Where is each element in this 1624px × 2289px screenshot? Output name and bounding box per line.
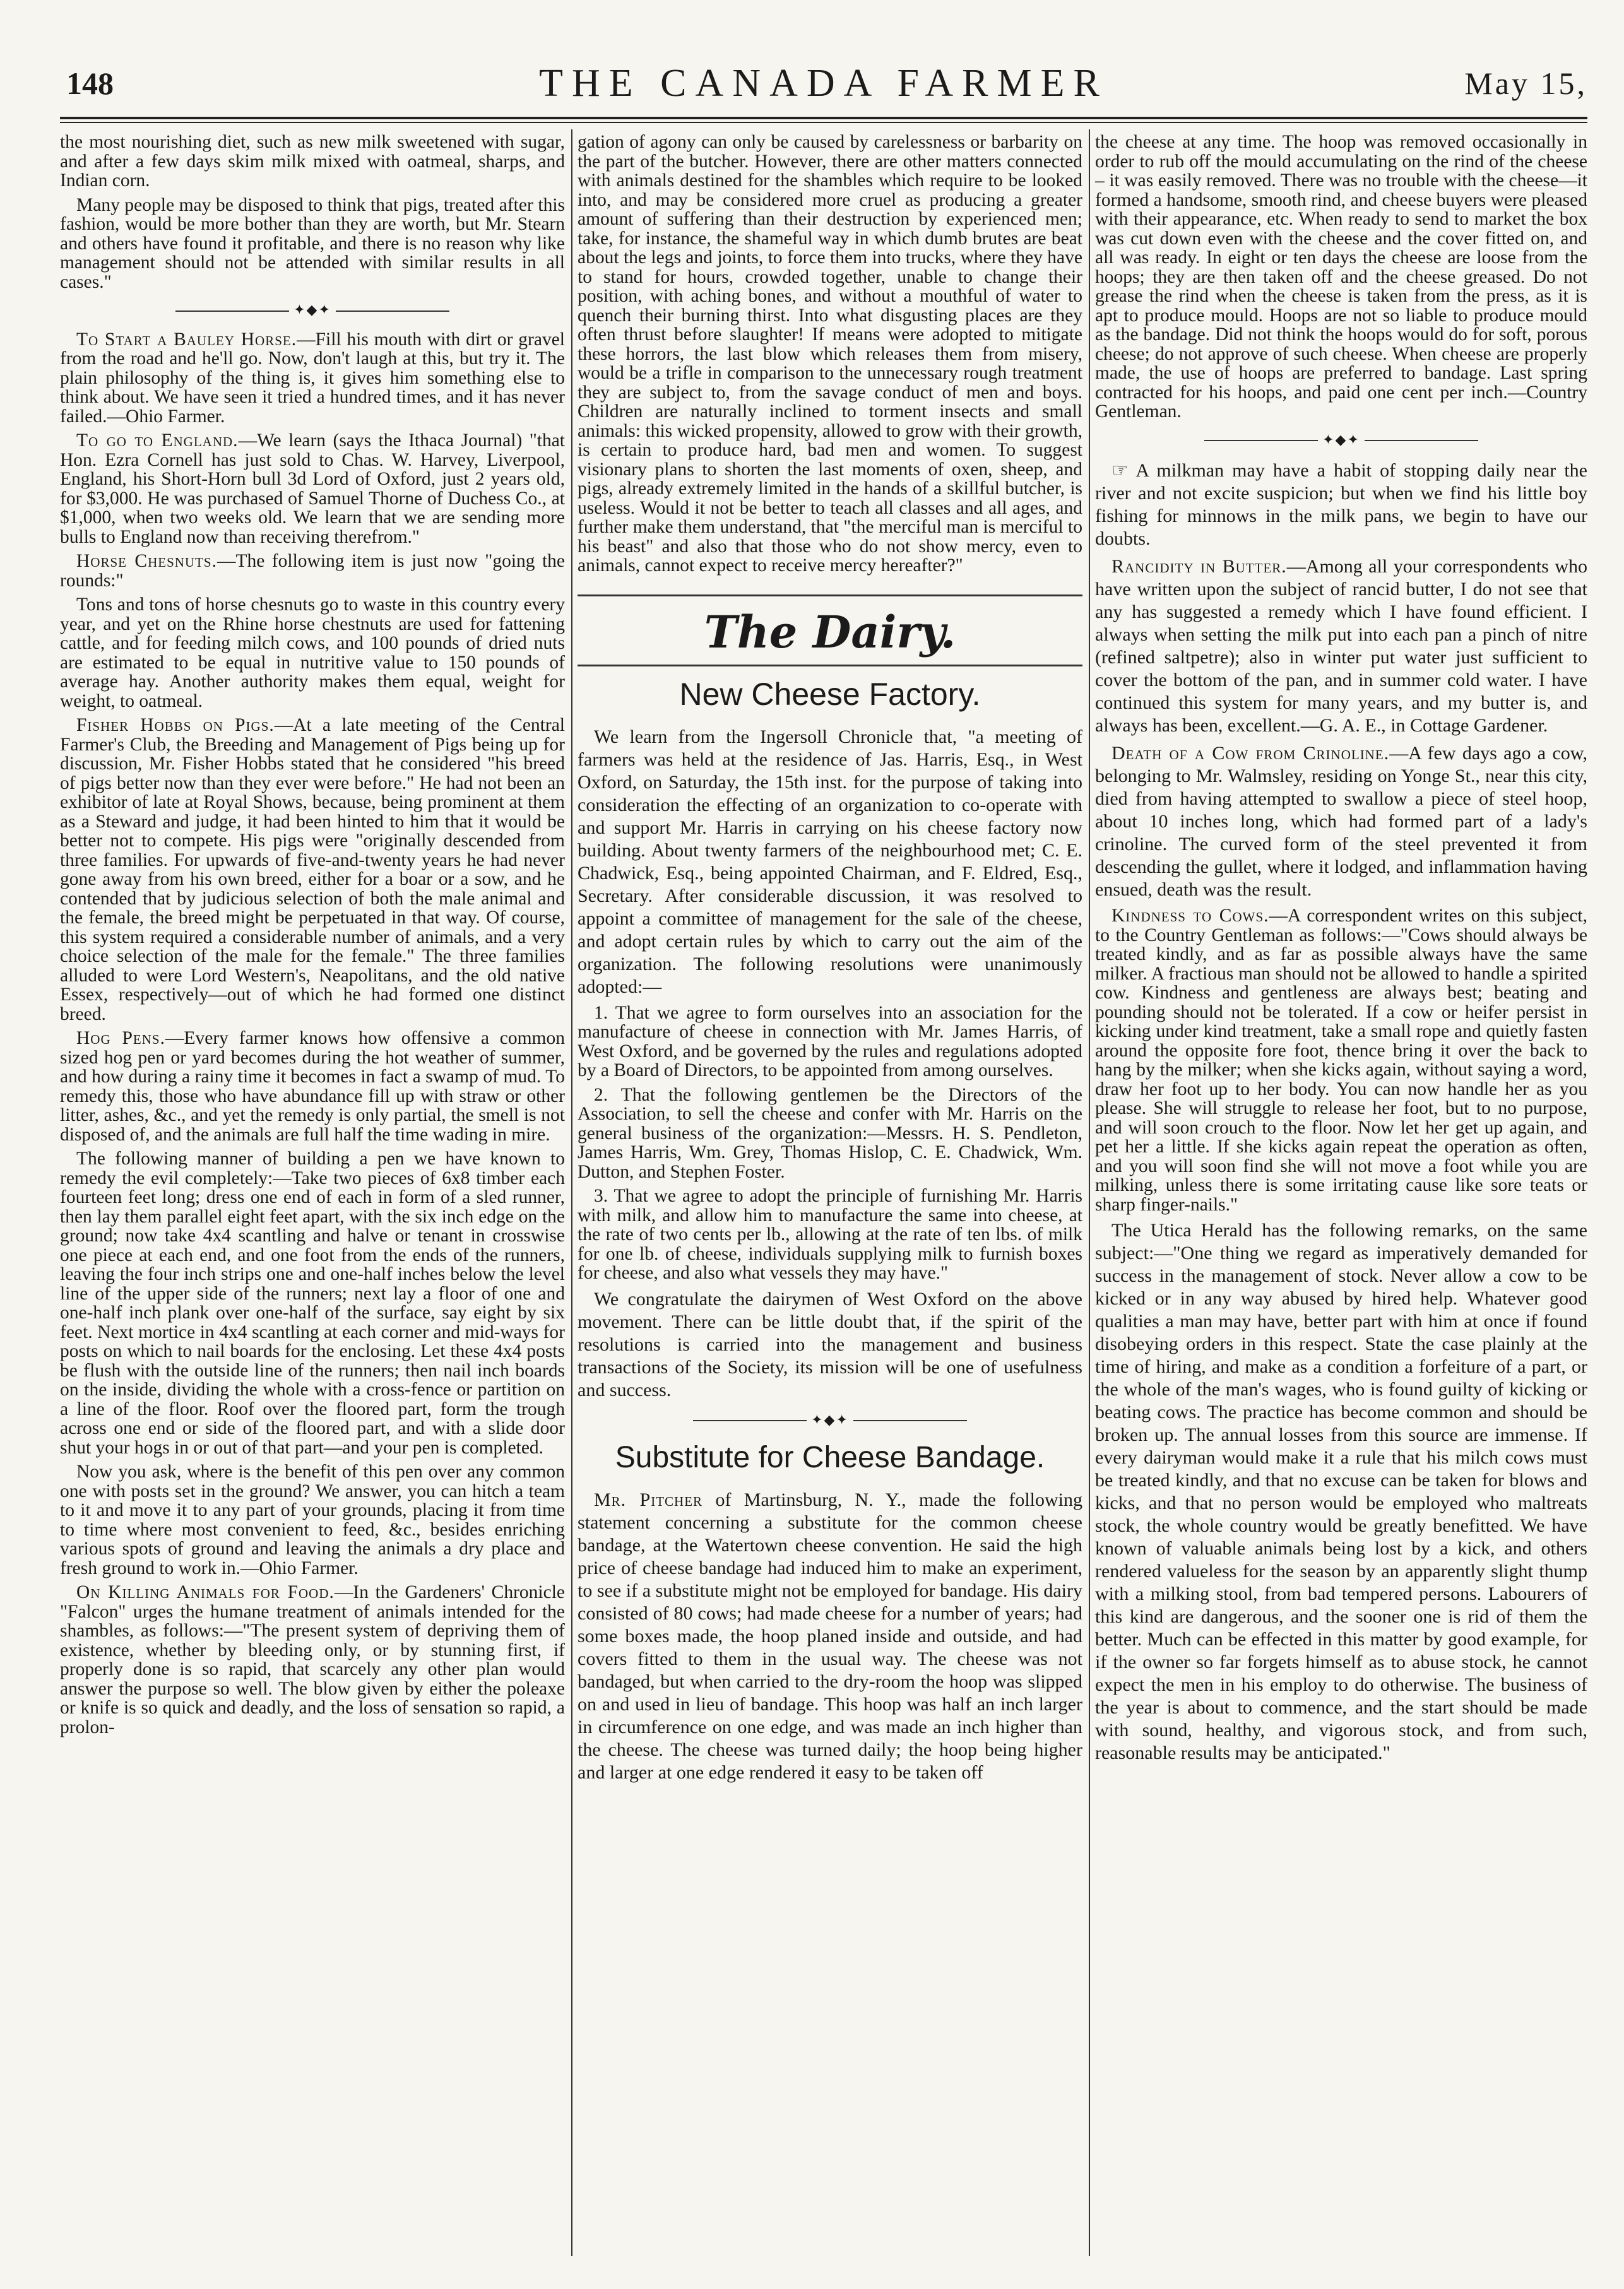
page-number: 148	[66, 66, 114, 101]
column-2	[578, 133, 1082, 2253]
paragraph: Many people may be disposed to think that pigs, treated after this fashion, would be more bother than they are worth, but Mr. Stearn and others have found it profitable, and there is no reason why like management should not be attended with similar results in all cases."	[60, 194, 565, 292]
ornament-divider: ✦◆✦	[60, 300, 565, 320]
article-hog-pens	[60, 1029, 565, 1144]
paragraph: We learn from the Ingersoll Chronicle that, "a meeting of farmers was held at the residence of Jas. Harris, Esq., in West Oxford, on Saturday, the 15th inst. for the purpose of taking into consideration the effecting of an organization to co-operate with and support Mr. Harris in carrying on his cheese factory now building. About twenty farmers of the neighbourhood met; C. E. Chadwick, Esq., being appointed Chairman, and F. Eldred, Esq., Secretary. After considerable discussion, it was resolved to appoint a committee of management for the sale of the cheese, and adopt certain rules by which to carry out the aim of the organization. The following resolutions were unanimously adopted:—	[578, 726, 1082, 997]
article-cheese-bandage	[578, 1489, 1082, 1784]
article-text: —We learn (says the Ithaca Journal) "that Hon. Ezra Cornell has just sold to Chas. W. Harvey, Liverpool, England, his Short-Horn bull 3d Lord of Oxford, just 2 years old, for $3,000. He was purchased of Samuel Thorne of Duchess Co., at $1,000, when two weeks old. We learn that we are sending more bulls to England now than receiving therefrom."	[60, 430, 565, 547]
article-lead: Mr. Pitcher	[594, 1489, 703, 1510]
article-heading: Horse Chesnuts.	[76, 551, 217, 571]
article-text: —Fill his mouth with dirt or gravel from the road and he'll go. Now, don't laugh at this, but try it. The plain philosophy of the thing is, it gives him something else to think about. We have seen it tried a hundred times, and it has never failed.—Ohio Farmer.	[60, 329, 565, 427]
article-heading: On Killing Animals for Food.	[76, 1582, 335, 1602]
article-milkman	[1095, 459, 1587, 550]
paragraph: the most nourishing diet, such as new milk sweetened with sugar, and after a few days skim milk mixed with oatmeal, sharps, and Indian corn.	[60, 133, 565, 191]
article-text: —Among all your correspondents who have written upon the subject of rancid butter, I do not see that any has suggested a remedy which I have found efficient. I always when setting the milk put into each pan a pinch of nitre (refined saltpetre); also in winter put water just sufficient to cover the bottom of the pan, and in summer cold water. I have continued this system for many years, and my butter is, and always has been, excellent.—G. A. E., in Cottage Gardener.	[1095, 556, 1587, 736]
article-rancidity	[1095, 555, 1587, 737]
article-heading: Death of a Cow from Crinoline.	[1111, 743, 1390, 764]
resolution-item: 3. That we agree to adopt the principle of furnishing Mr. Harris with milk, and allow him to manufacture the same into cheese, at the rate of two cents per lb., allowing at the rate of ten lbs. of milk for one lb. of cheese, individuals supplying milk to furnish boxes for cheese, and also what vessels they may have."	[578, 1186, 1082, 1283]
article-text: —In the Gardeners' Chronicle "Falcon" urges the humane treatment of animals intended for the shambles, as follows:—"The present system of depriving them of existence, whether by bleeding only, or by stunning first, if properly done is so rapid, that scarcely any other plan would answer the purpose so well. The blow given by either the poleaxe or knife is so quick and deadly, and the loss of sensation so rapid, a prolon-	[60, 1582, 565, 1737]
article-kindness-to-cows	[1095, 906, 1587, 1214]
resolution-item: 2. That the following gentlemen be the Directors of the Association, to sell the cheese and confer with Mr. Harris on the general business of the organization:—Messrs. H. S. Pendleton, James Harris, Wm. Grey, Thomas Hislop, C. E. Chadwick, Wm. Dutton, and Stephen Foster.	[578, 1084, 1082, 1182]
paragraph: We congratulate the dairymen of West Oxford on the above movement. There can be little doubt that, if the spirit of the resolutions is carried into the management and business transactions of the Society, its mission will be one of usefulness and success.	[578, 1288, 1082, 1400]
article-heading: Fisher Hobbs on Pigs.	[76, 715, 275, 735]
paragraph: gation of agony can only be caused by carelessness or barbarity on the part of the butcher. However, there are other matters connected with animals destined for the shambles which require to be looked into, and may be considered more cruel as producing a greater amount of suffering than their destruction by experienced men; take, for instance, the shameful way in which dumb brutes are beat about the legs and joints, to force them into trucks, where they have to stand for hours, crowded together, unable to change their position, with aching bones, and without a mouthful of water to quench their burning thirst. Into what disgusting places are they often thrust before slaughter! If means were adopted to mitigate these horrors, the last blow which releases them from misery, would be a trifle in comparison to the unnecessary rough treatment they are subject to, from the savage conduct of men and boys. Children are naturally inclined to torment insects and small animals: this wicked propensity, allowed to grow with their growth, is certain to produce hard, bad men and women. To suggest visionary plans to shorten the last moments of oxen, sheep, and pigs, already extremely limited in the hands of a skillful butcher, is useless. Would it not be better to teach all classes and all ages, and further make them understand, that "the merciful man is merciful to his beast" and also that those who do not show mercy, even to animals, cannot expect to receive mercy hereafter?"	[578, 133, 1082, 576]
resolution-item: 1. That we agree to form ourselves into an association for the manufacture of cheese in connection with Mr. James Harris, of West Oxford, and be governed by the rules and regulations adopted by a Board of Directors, to be appointed from among ourselves.	[578, 1002, 1082, 1080]
article-heading: Rancidity in Butter.	[1111, 556, 1287, 577]
article-heading: To Start a Bauley Horse.	[76, 329, 297, 350]
article-fisher-hobbs	[60, 716, 565, 1024]
column-divider	[1089, 129, 1090, 2256]
article-heading: To go to England.	[76, 430, 239, 451]
header-rule	[60, 117, 1587, 123]
paragraph: the cheese at any time. The hoop was removed occasionally in order to rub off the mould accumulating on the rind of the cheese – it was easily removed. There was no trouble with the cheese—it formed a handsome, smooth rind, and cheese buyers were pleased with their appearance, etc. When ready to send to market the box was cut down even with the cheese and the cover fitted on, and all was ready. In eight or ten days the cheese are loose from the hoops; they are then taken off and the cheese greased. Do not grease the rind when the cheese is taken from the press, as it is apt to produce mould. Hoops are not so liable to produce mould as the bandage. Did not think the hoops would do for soft, porous cheese; do not approve of such cheese. When cheese are properly made, the use of hoops are preferred to bandage. Last spring contracted for his hoops, and paid one cent per inch.—Country Gentleman.	[1095, 133, 1587, 422]
article-title: New Cheese Factory.	[679, 676, 981, 712]
paragraph: Tons and tons of horse chesnuts go to waste in this country every year, and yet on the Rhine horse chestnuts are used for fattening cattle, and for feeding milch cows, and 100 pounds of dried nuts are estimated to be equal in nutritive value to 150 pounds of average hay. Another authority makes them equal, weight for weight, to oatmeal.	[60, 594, 565, 711]
article-text: A milkman may have a habit of stopping daily near the river and not excite suspicion; but when we find his little boy fishing for minnows in the milk pans, we begin to have our doubts.	[1095, 460, 1587, 549]
article-text: —The following item is just now "going the rounds:"	[60, 551, 565, 591]
article-england	[60, 431, 565, 547]
article-text: —At a late meeting of the Central Farmer's Club, the Breeding and Management of Pigs being up for discussion, Mr. Fisher Hobbs stated that he considered "his breed of pigs better now than they ever were before." He had not been an exhibitor of late at Royal Shows, because, being prominent at them as a Steward and judge, it had been hinted to him that it would be better not to compete. His pigs were "originally descended from three families. For upwards of five-and-twenty years he had never gone away from his own breed, either for a boar or a sow, and he contended that by judicious selection of both the male animal and the female, the breed might be perpetuated in that way. Of course, this system required a considerable number of animals, and a very choice selection of the male for the female." The three families alluded to were Lord Western's, Neapolitans, and the old native Essex, respectively—out of which he had formed one distinct breed.	[60, 715, 565, 1024]
article-title: Substitute for Cheese Bandage.	[615, 1441, 1045, 1474]
column-1	[60, 133, 565, 2253]
issue-date: May 15,	[1464, 66, 1587, 101]
article-text: —A correspondent writes on this subject, to the Country Gentleman as follows:—"Cows should always be treated kindly, and as far as possible always have the same milker. A fractious man should not be allowed to handle a spirited cow. Kindness and gentleness are always best; beating and pounding should not be tolerated. If a cow or heifer persist in kicking under kind treatment, take a small rope and quietly fasten around the opposite fore foot, thence bring it over the back to hang by the milker; when she kicks again, without saying a word, draw her foot up to her body. You can now handle her as you please. She will struggle to release her foot, but to no purpose, and will soon crouch to the floor. Now let her get up again, and pet her a little. If she kicks again repeat the operation as often, and you will soon find she will not move a foot while you are milking, unless there is some irritating cause like sore teats or sharp finger-nails."	[1095, 906, 1587, 1215]
article-heading: Kindness to Cows.	[1111, 906, 1269, 926]
column-3	[1095, 133, 1587, 2253]
pointing-hand-icon: ☞	[1111, 460, 1129, 481]
article-text: of Martinsburg, N. Y., made the following statement concerning a substitute for the common cheese bandage, at the Watertown cheese convention. He said the high price of cheese bandage had induced him to make an experiment, to see if a substitute might not be employed for bandage. His dairy consisted of 80 cows; had made cheese for a number of years; had some boxes made, the hoop planed inside and outside, and had covers fitted to them in the usual way. The cheese was not bandaged, but when carried to the dry-room the hoop was slipped on and used in lieu of bandage. This hoop was half an inch larger in circumference on one edge, and was made an inch higher than the cheese. The cheese was turned daily; the hoop being higher and larger at one edge rendered it easy to be taken off	[578, 1489, 1082, 1783]
article-text: —A few days ago a cow, belonging to Mr. Walmsley, residing on Yonge St., near this city, died from having attempted to swallow a piece of steel hoop, about 10 inches long, which had formed part of a lady's crinoline. The curved form of the steel prevented it from descending the gullet, where it lodged, and inflammation having ensued, death was the result.	[1095, 743, 1587, 900]
masthead: THE CANADA FARMER	[539, 62, 1108, 105]
column-divider	[571, 129, 572, 2256]
article-crinoline	[1095, 742, 1587, 901]
ornament-divider: ✦◆✦	[578, 1411, 1082, 1430]
article-utica-herald: The Utica Herald has the following remarks, on the same subject:—"One thing we regard as imperatively demanded for success in the management of stock. Never allow a cow to be kicked or in any way abused by hired help. Whatever good qualities a man may have, better part with him at once if found disobeying orders in this respect. State the case plainly at the time of hiring, and make as a condition a forfeiture of a part, or the whole of the man's wages, who is found guilty of kicking or beating cows. The practice has become common and should be broken up. The annual losses from this source are immense. If every dairyman would make it a rule that his milch cows must be treated kindly, and that no excuse can be taken for blows and kicks, and that no person would be employed who maltreats stock, the whole country would be greatly benefitted. We have known of valuable animals being lost by a kick, and others rendered valueless for the season by an apparently slight thump with a milking stool, from bad tempered persons. Labourers of this kind are dangerous, and the sooner one is rid of them the better. Much can be effected in this matter by good example, for if the owner so far forgets himself as to abuse stock, he cannot expect the men in his employ to do otherwise. The business of the year is about to commence, and the start should be made with sound, healthy, and vigorous stock, and from such, reasonable results may be anticipated."	[1095, 1220, 1587, 1763]
article-killing-animals	[60, 1583, 565, 1737]
page-header	[60, 60, 1587, 110]
paragraph: Now you ask, where is the benefit of this pen over any common one with posts set in the ground? We answer, you can hitch a team to it and move it to any part of your grounds, placing it from time to time where most convenient to feed, &c., besides enriching various spots of ground and leaving the animals a dry place and fresh ground to work in.—Ohio Farmer.	[60, 1462, 565, 1578]
ornament-divider: ✦◆✦	[1095, 430, 1587, 450]
section-title: The Dairy.	[578, 594, 1082, 666]
article-text: —Every farmer knows how offensive a common sized hog pen or yard becomes during the hot weather of summer, and how during a rainy time it becomes in fact a swamp of mud. To remedy this, those who have abundance fill up with straw or other litter, ashes, &c., and yet the remedy is only partial, the smell is not disposed of, and the animals are full half the time wading in mire.	[60, 1028, 565, 1145]
paragraph: The following manner of building a pen we have known to remedy the evil completely:—Take two pieces of 6x8 timber each fourteen feet long; dress one end of each in form of a sled runner, then lay them parallel eight feet apart, with the six inch edge on the ground; now take 4x4 scantling and halve or tenant in crosswise one piece at each end, and one foot from the ends of the runners, leaving the four inch strips one and one-half inches below the level line of the upper side of the runners; next lay a floor of one and one-half inch plank over one-half of the surface, say eight by six feet. Next mortice in 4x4 scantling at each corner and mid-ways for posts on which to nail boards for the enclosing. Let these 4x4 posts be flush with the outside line of the runners; then nail inch boards on the inside, dividing the whole with a cross-fence or partition on a line of the floor. Roof over the floored part, form the trough across one end or side of the floored part, and with a slide door shut your hogs in or out of that part—and your pen is completed.	[60, 1149, 565, 1458]
article-horse-chesnuts	[60, 552, 565, 590]
article-bauley-horse	[60, 330, 565, 427]
article-heading: Hog Pens.	[76, 1028, 165, 1048]
